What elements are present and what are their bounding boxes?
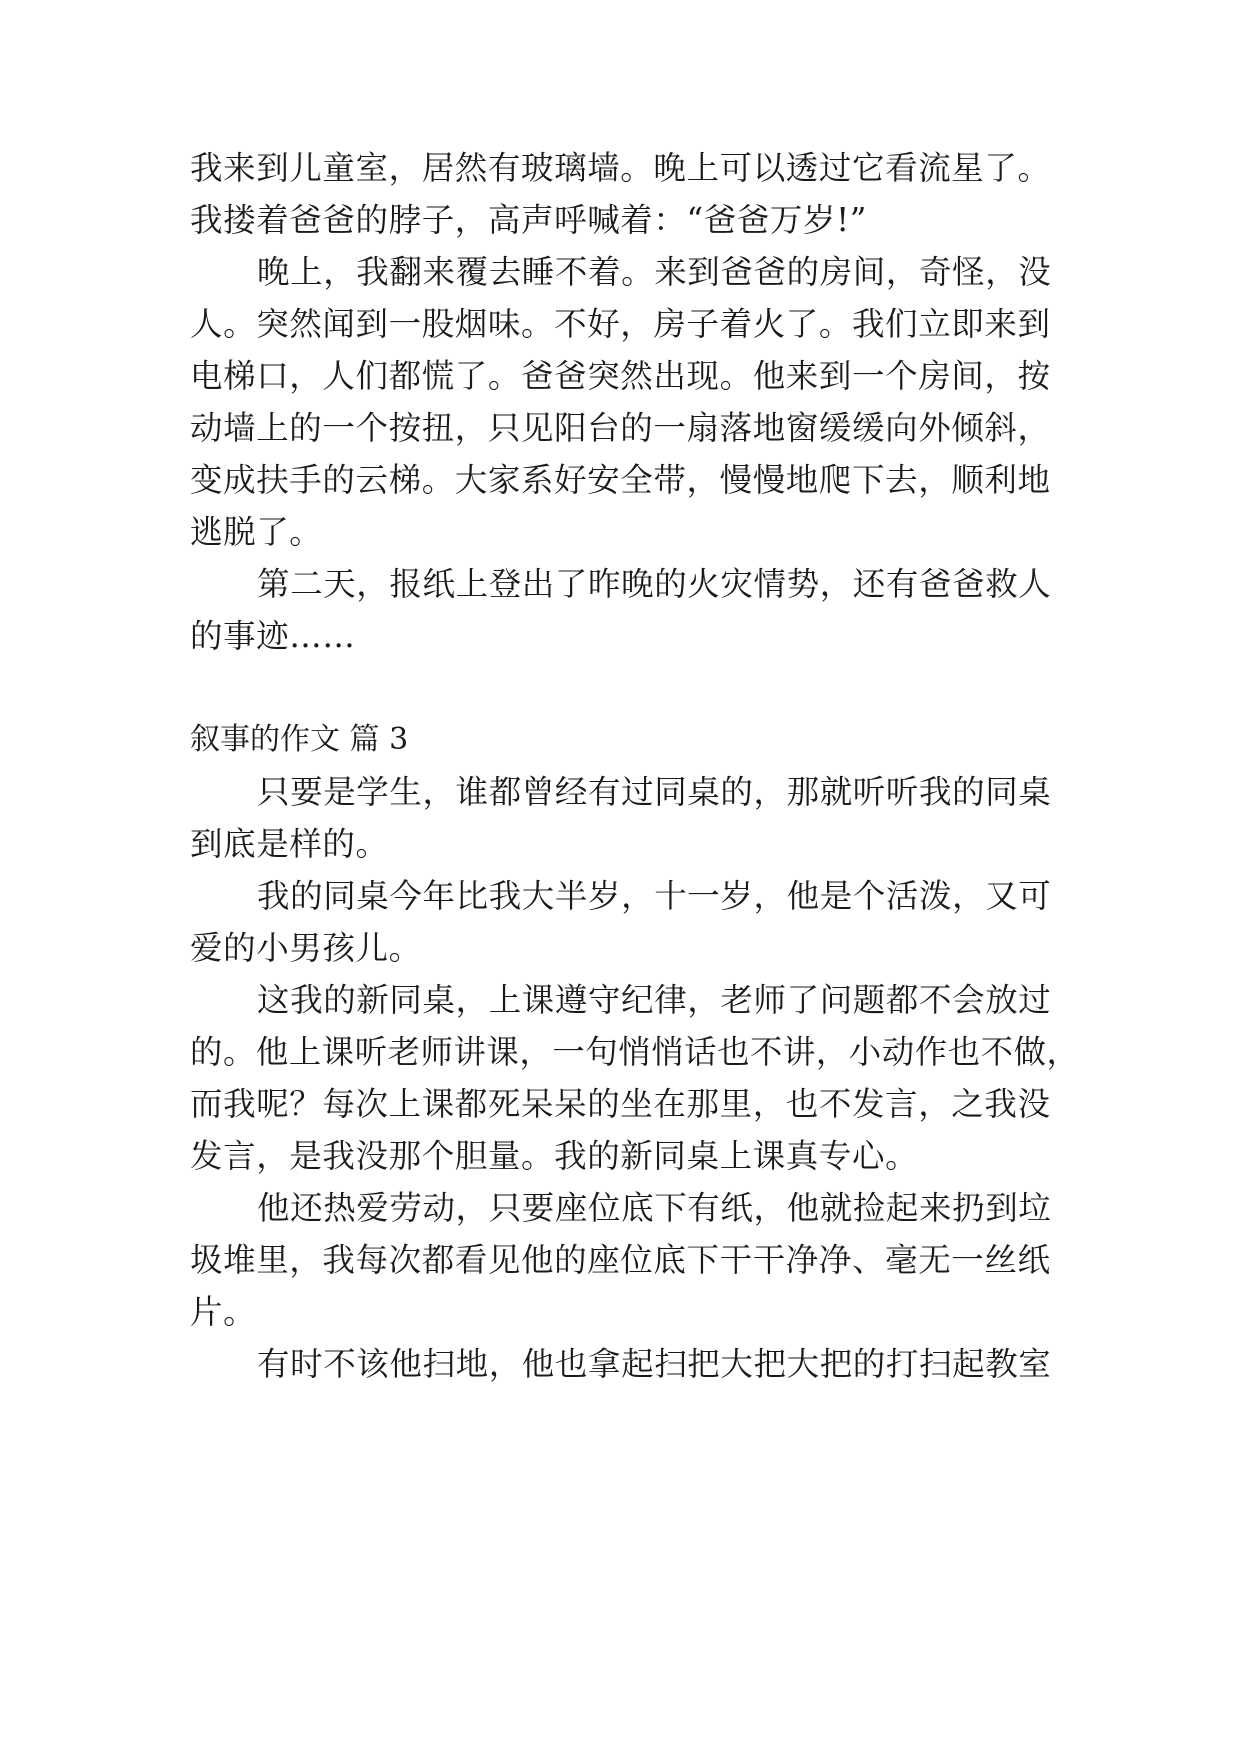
section-heading: 叙事的作文 篇 3: [190, 722, 409, 757]
text-line: 逃脱了。: [190, 513, 323, 551]
paragraph-start: 他还热爱劳动，只要座位底下有纸，他就捡起来扔到垃: [257, 1189, 1052, 1227]
paragraph-start: 只要是学生，谁都曾经有过同桌的，那就听听我的同桌: [257, 773, 1052, 811]
text-line: 动墙上的一个按扭，只见阳台的一扇落地窗缓缓向外倾斜，: [190, 409, 1051, 447]
text-line: 圾堆里，我每次都看见他的座位底下干干净净、毫无一丝纸: [190, 1241, 1051, 1279]
text-line: 变成扶手的云梯。大家系好安全带，慢慢地爬下去，顺利地: [190, 461, 1051, 499]
text-line: 电梯口，人们都慌了。爸爸突然出现。他来到一个房间，按: [190, 357, 1051, 395]
text-line: 我搂着爸爸的脖子，高声呼喊着：“爸爸万岁!”: [190, 201, 867, 239]
text-line: 到底是样的。: [190, 825, 389, 863]
text-line: 的事迹……: [190, 617, 356, 655]
paragraph-start: 晚上，我翻来覆去睡不着。来到爸爸的房间，奇怪，没: [257, 253, 1052, 291]
text-line: 而我呢？每次上课都死呆呆的坐在那里，也不发言，之我没: [190, 1085, 1051, 1123]
paragraph-start: 有时不该他扫地，他也拿起扫把大把大把的打扫起教室: [257, 1345, 1052, 1383]
paragraph-start: 我的同桌今年比我大半岁，十一岁，他是个活泼，又可: [257, 877, 1052, 915]
text-line: 我来到儿童室，居然有玻璃墙。晚上可以透过它看流星了。: [190, 149, 1051, 187]
text-line: 片。: [190, 1293, 257, 1331]
text-line: 爱的小男孩儿。: [190, 929, 422, 967]
text-line: 人。突然闻到一股烟味。不好，房子着火了。我们立即来到: [190, 305, 1051, 343]
paragraph-start: 第二天，报纸上登出了昨晚的火灾情势，还有爸爸救人: [257, 565, 1052, 603]
text-line: 发言，是我没那个胆量。我的新同桌上课真专心。: [190, 1137, 919, 1175]
text-line: 的。他上课听老师讲课，一句悄悄话也不讲，小动作也不做，: [190, 1033, 1080, 1071]
paragraph-start: 这我的新同桌，上课遵守纪律，老师了问题都不会放过: [257, 981, 1052, 1019]
